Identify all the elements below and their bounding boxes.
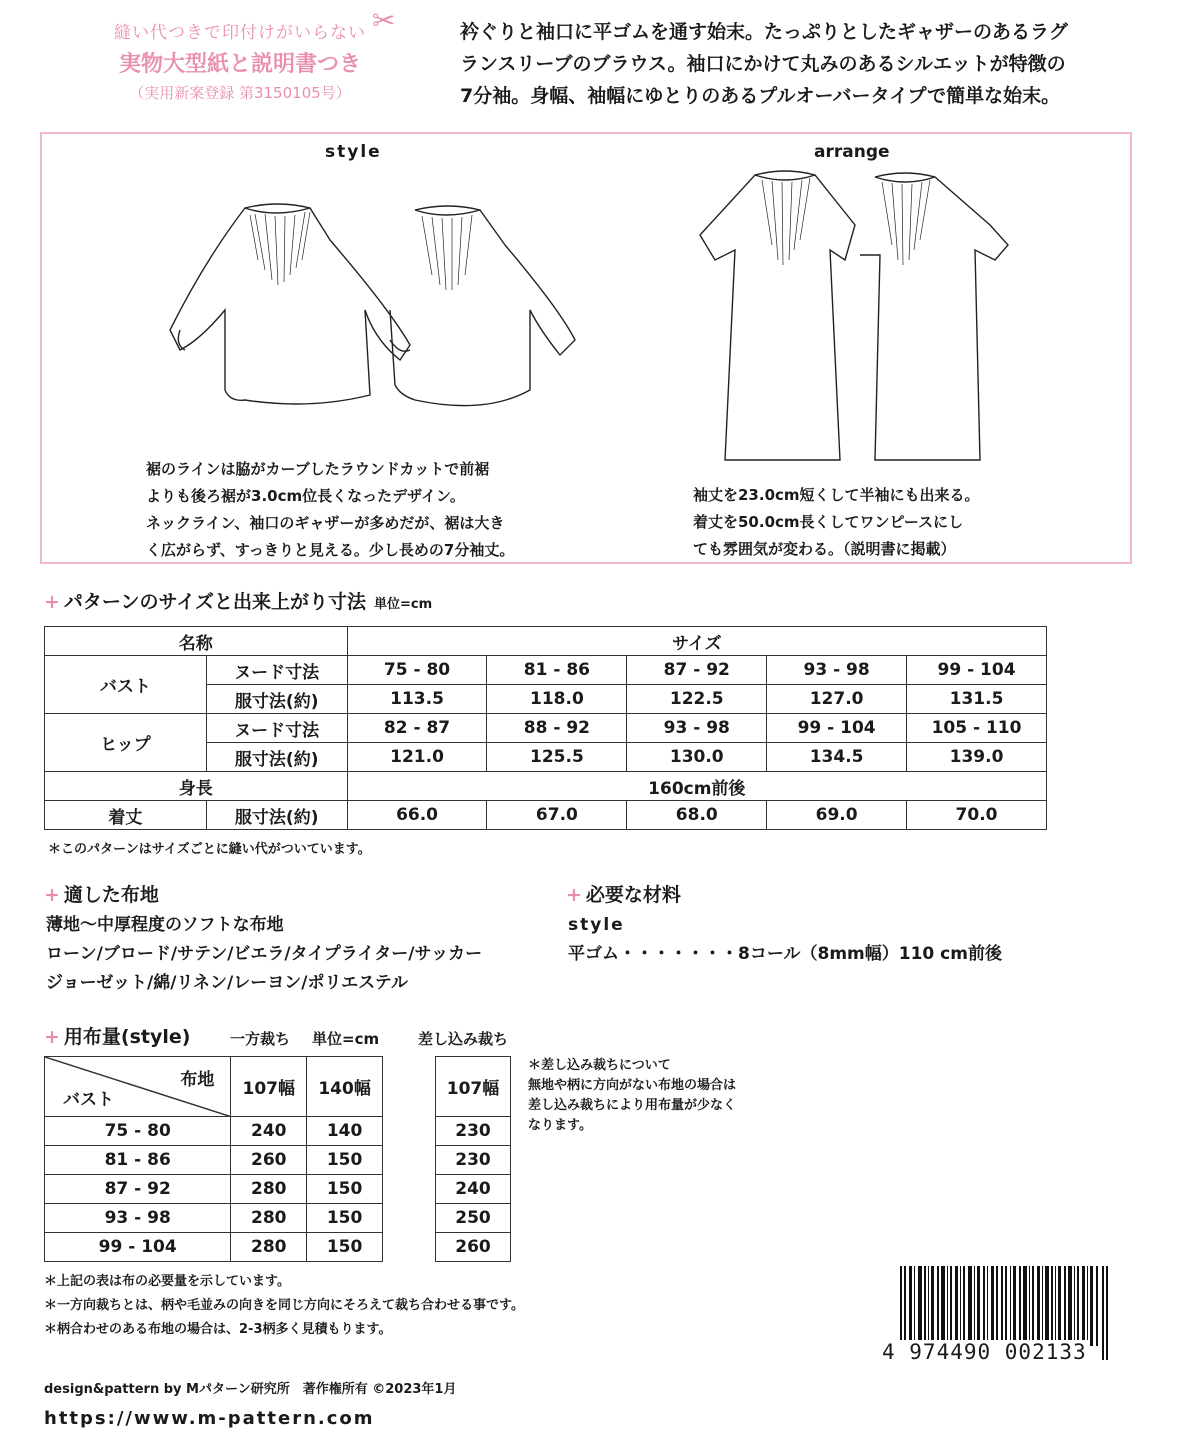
table-cell: 125.5: [487, 743, 627, 772]
table-cell: 131.5: [907, 685, 1047, 714]
credit-line: design&pattern by Mパターン研究所 著作権所有 ©2023年1月: [44, 1382, 457, 1397]
table-cell: 75 - 80: [45, 1117, 231, 1146]
blouse-illustration: [160, 190, 590, 425]
yardage-section-title: [44, 1022, 190, 1049]
cut-one-label: 一方裁ち: [230, 1030, 291, 1048]
yardage-table: [44, 1056, 383, 1262]
row-hip: ヒップ: [45, 714, 207, 772]
plus-icon: +: [44, 591, 60, 613]
table-cell: 99 - 104: [907, 656, 1047, 685]
pattern-badge: [70, 18, 410, 103]
yardage-note: ＊一方向裁ちとは、柄や毛並みの向きを同じ方向にそろえて裁ち合わせる事です。: [44, 1298, 524, 1313]
table-cell: 280: [231, 1175, 307, 1204]
table-cell: 99 - 104: [767, 714, 907, 743]
label-garment: 服寸法(約): [206, 743, 347, 772]
yardage-notes: [44, 1270, 524, 1342]
plus-icon: +: [566, 884, 582, 906]
table-cell: 93 - 98: [627, 714, 767, 743]
row-height: 身長: [45, 772, 348, 801]
table-cell: 127.0: [767, 685, 907, 714]
size-unit: 単位=cm: [374, 597, 433, 612]
label-nude: ヌード寸法: [206, 656, 347, 685]
table-cell: 150: [307, 1175, 383, 1204]
badge-line1: 縫い代つきで印付けがいらない: [114, 23, 366, 43]
header-140: 140幅: [307, 1057, 383, 1117]
row-length: 着丈: [45, 801, 207, 830]
yardage-unit: 単位=cm: [312, 1030, 380, 1048]
barcode-number: 4 974490 002133: [882, 1340, 1087, 1364]
table-cell: 280: [231, 1204, 307, 1233]
row-bust: バスト: [45, 656, 207, 714]
table-cell: 230: [436, 1117, 511, 1146]
table-cell: 250: [436, 1204, 511, 1233]
arrange-label: arrange: [814, 142, 890, 162]
mixed-cut-table: [435, 1056, 511, 1262]
table-cell: 280: [231, 1233, 307, 1262]
table-cell: 139.0: [907, 743, 1047, 772]
website-link[interactable]: https://www.m-pattern.com: [44, 1408, 375, 1429]
table-cell: 150: [307, 1233, 383, 1262]
table-cell: 121.0: [347, 743, 487, 772]
header-fabric: 布地: [180, 1070, 215, 1090]
label-nude: ヌード寸法: [206, 714, 347, 743]
table-cell: 105 - 110: [907, 714, 1047, 743]
table-cell: 122.5: [627, 685, 767, 714]
table-cell: 134.5: [767, 743, 907, 772]
badge-line2: 実物大型紙と説明書つき: [118, 52, 361, 77]
table-cell: 66.0: [347, 801, 487, 830]
header-107: 107幅: [231, 1057, 307, 1117]
yardage-note: ＊上記の表は布の必要量を示しています。: [44, 1274, 290, 1289]
size-note: ＊このパターンはサイズごとに縫い代がついています。: [48, 842, 371, 857]
header-bust: バスト: [63, 1090, 114, 1110]
table-cell: 93 - 98: [45, 1204, 231, 1233]
table-cell: 118.0: [487, 685, 627, 714]
header-size: サイズ: [347, 627, 1046, 656]
table-cell: 67.0: [487, 801, 627, 830]
header-107: 107幅: [436, 1057, 511, 1117]
table-cell: 88 - 92: [487, 714, 627, 743]
table-cell: 113.5: [347, 685, 487, 714]
plus-icon: +: [44, 1026, 60, 1048]
label-garment: 服寸法(約): [206, 801, 347, 830]
materials-text: 平ゴム・・・・・・・8コール（8mm幅）110 cm前後: [568, 944, 1002, 964]
style-label: style: [325, 142, 382, 162]
label-garment: 服寸法(約): [206, 685, 347, 714]
mixed-cut-note: ＊差し込み裁ちについて 無地や柄に方向がない布地の場合は 差し込み裁ちにより用布量が少なく なります。: [528, 1058, 737, 1133]
size-title-text: パターンのサイズと出来上がり寸法: [63, 591, 367, 613]
table-cell: 70.0: [907, 801, 1047, 830]
table-cell: 260: [231, 1146, 307, 1175]
yardage-title-text: 用布量(style): [63, 1026, 191, 1048]
table-cell: 81 - 86: [45, 1146, 231, 1175]
table-cell: 240: [436, 1175, 511, 1204]
table-cell: 93 - 98: [767, 656, 907, 685]
fabric-text: 薄地〜中厚程度のソフトな布地 ローン/ブロード/サテン/ビエラ/タイプライター/サッカー ジョーゼット/綿/リネン/レーヨン/ポリエステル: [46, 915, 483, 993]
materials-title-text: 必要な材料: [585, 884, 681, 906]
fabric-title-text: 適した布地: [63, 884, 159, 906]
table-cell: 81 - 86: [487, 656, 627, 685]
plus-icon: +: [44, 884, 60, 906]
table-cell: 99 - 104: [45, 1233, 231, 1262]
scissors-icon: ✂: [372, 4, 396, 37]
dress-illustration: [690, 165, 1040, 465]
table-cell: 82 - 87: [347, 714, 487, 743]
fabric-section-title: [44, 880, 159, 907]
arrange-caption: 袖丈を23.0cm短くして半袖にも出来る。 着丈を50.0cm長くしてワンピースにし ても雰囲気が変わる。（説明書に掲載）: [693, 486, 980, 558]
yardage-note: ＊柄合わせのある布地の場合は、2-3柄多く見積もります。: [44, 1322, 392, 1337]
table-cell: 69.0: [767, 801, 907, 830]
corner-header: [45, 1057, 231, 1117]
cut-mixed-label: 差し込み裁ち: [418, 1030, 509, 1048]
table-cell: 150: [307, 1204, 383, 1233]
header-name: 名称: [45, 627, 348, 656]
table-cell: 260: [436, 1233, 511, 1262]
table-cell: 140: [307, 1117, 383, 1146]
size-section-title: [44, 587, 432, 614]
badge-line3: （実用新案登録 第3150105号）: [129, 84, 351, 102]
table-cell: 75 - 80: [347, 656, 487, 685]
materials-style-label: style: [568, 915, 625, 935]
table-cell: 87 - 92: [627, 656, 767, 685]
intro-text: 衿ぐりと袖口に平ゴムを通す始末。たっぷりとしたギャザーのあるラグ ランスリーブのブラウス。袖口にかけて丸みのあるシルエットが特徴の 7分袖。身幅、袖幅にゆとりのあるプルオーバータイプで簡単な始末。: [460, 21, 1069, 107]
materials-section-title: [566, 880, 681, 907]
table-cell: 68.0: [627, 801, 767, 830]
table-cell: 230: [436, 1146, 511, 1175]
size-table: [44, 626, 1047, 830]
table-cell: 130.0: [627, 743, 767, 772]
table-cell: 150: [307, 1146, 383, 1175]
style-caption: 裾のラインは脇がカーブしたラウンドカットで前裾 よりも後ろ裾が3.0cm位長くなったデザイン。 ネックライン、袖口のギャザーが多めだが、裾は大き く広がらず、すっきりと見える。少し長めの7分袖丈。: [146, 460, 515, 559]
table-cell: 240: [231, 1117, 307, 1146]
height-value: 160cm前後: [347, 772, 1046, 801]
table-cell: 87 - 92: [45, 1175, 231, 1204]
